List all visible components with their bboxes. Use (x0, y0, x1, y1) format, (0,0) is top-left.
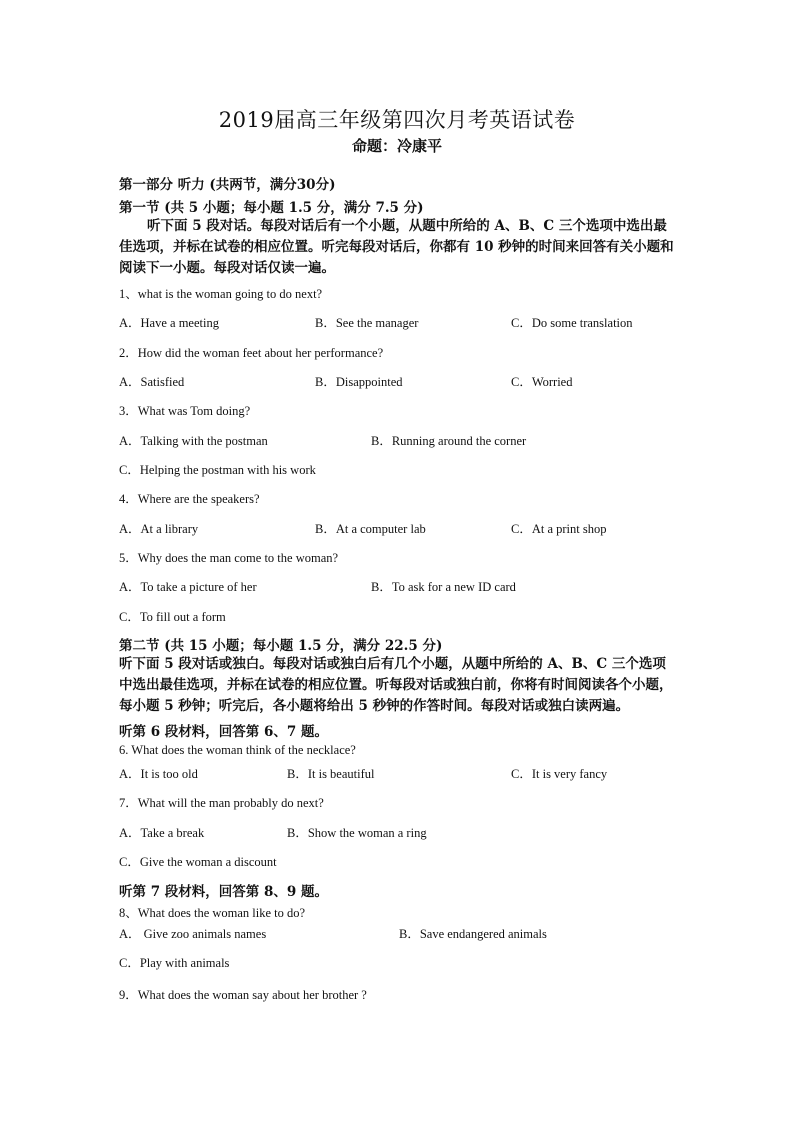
option-b: B．See the manager (315, 316, 419, 330)
option-a: A．Satisfied (119, 375, 185, 389)
option-b: B．Show the woman a ring (287, 826, 427, 840)
option-a: A．Have a meeting (119, 316, 219, 330)
option-c: C．Give the woman a discount (119, 855, 277, 869)
section2-instructions: 听下面 5 段对话或独白。每段对话或独白后有几个小题，从题中所给的 A、B、C 三个选项中选出最佳选项，并标在试卷的相应位置。听每段对话或独白前，你将有时间阅读各个小题，每小题 5 秒钟；听完后，各小题将给出 5 秒钟的作答时间。每段对话或独白读两遍。 (119, 656, 673, 714)
option-c: C．Play with animals (119, 956, 230, 970)
option-c: C．Worried (511, 375, 573, 389)
exam-title: 2019届高三年级第四次月考英语试卷 (218, 108, 576, 132)
question-stem: 4．Where are the speakers? (119, 492, 260, 506)
section1-heading: 第一节 (共 5 小题；每小题 1.5 分，满分 7.5 分) (119, 200, 424, 216)
option-b: B．Save endangered animals (399, 927, 547, 941)
option-b: B．It is beautiful (287, 767, 375, 781)
question-stem: 6. What does the woman think of the necklace? (119, 743, 356, 757)
material-6-heading: 听第 6 段材料，回答第 6、7 题。 (119, 724, 328, 740)
option-a: A．Take a break (119, 826, 205, 840)
question-stem: 2．How did the woman feet about her performance? (119, 346, 384, 360)
option-a: A．To take a picture of her (119, 580, 257, 594)
question-stem: 3．What was Tom doing? (119, 404, 251, 418)
option-a: A．Talking with the postman (119, 434, 268, 448)
question-stem: 1、what is the woman going to do next? (119, 287, 323, 301)
option-a: A．It is too old (119, 767, 198, 781)
part1-heading: 第一部分 听力 (共两节，满分30分) (119, 177, 336, 193)
question-stem: 7．What will the man probably do next? (119, 796, 324, 810)
question-stem: 8、What does the woman like to do? (119, 906, 306, 920)
section2-heading: 第二节 (共 15 小题；每小题 1.5 分，满分 22.5 分) (119, 638, 443, 654)
option-b: B．At a computer lab (315, 522, 426, 536)
option-c: C．At a print shop (511, 522, 607, 536)
question-stem: 9．What does the woman say about her brother ? (119, 988, 367, 1002)
option-c: C．To fill out a form (119, 610, 226, 624)
exam-author: 命题：冷康平 (351, 137, 442, 155)
option-b: B．Disappointed (315, 375, 403, 389)
question-stem: 5．Why does the man come to the woman? (119, 551, 339, 565)
option-a: A． Give zoo animals names (119, 927, 267, 941)
option-b: B．Running around the corner (371, 434, 527, 448)
option-b: B．To ask for a new ID card (371, 580, 516, 594)
option-a: A．At a library (119, 522, 199, 536)
material-7-heading: 听第 7 段材料，回答第 8、9 题。 (119, 884, 328, 900)
option-c: C．It is very fancy (511, 767, 608, 781)
option-c: C．Do some translation (511, 316, 633, 330)
option-c: C．Helping the postman with his work (119, 463, 316, 477)
section1-instructions: 听下面 5 段对话。每段对话后有一个小题，从题中所给的 A、B、C 三个选项中选出最佳选项，并标在试卷的相应位置。听完每段对话后，你都有 10 秒钟的时间来回答有关小题和阅读下一小题。每段对话仅读一遍。 (119, 218, 674, 276)
